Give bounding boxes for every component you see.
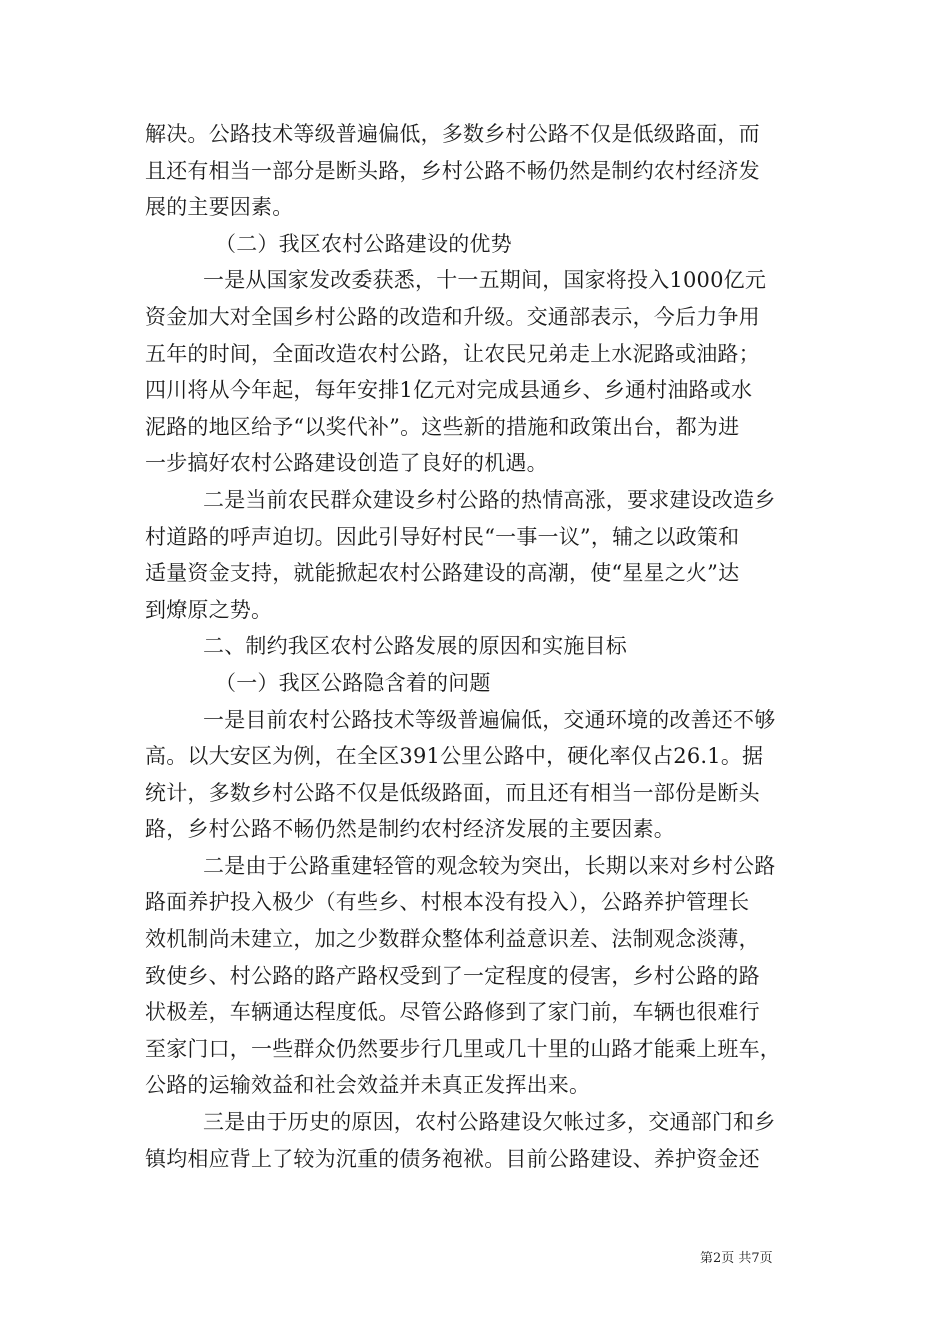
text-line: 资金加大对全国乡村公路的改造和升级。交通部表示，今后力争用 xyxy=(145,304,760,329)
text-line: 展的主要因素。 xyxy=(145,195,294,220)
text-line: 镇均相应背上了较为沉重的债务袍袱。目前公路建设、养护资金还 xyxy=(145,1146,760,1171)
page-number-footer: 第2页 共7页 xyxy=(700,1251,773,1266)
text-line: （二）我区农村公路建设的优势 xyxy=(215,231,512,256)
text-line: 公路的运输效益和社会效益并未真正发挥出来。 xyxy=(145,1073,591,1098)
text-line: 村道路的呼声迫切。因此引导好村民“一事一议”，辅之以政策和 xyxy=(145,524,740,549)
text-line: 统计，多数乡村公路不仅是低级路面，而且还有相当一部份是断头 xyxy=(145,780,760,805)
text-line: 路，乡村公路不畅仍然是制约农村经济发展的主要因素。 xyxy=(145,817,675,842)
text-line: 泥路的地区给予“以奖代补”。这些新的措施和政策出台，都为进 xyxy=(145,414,740,439)
text-line: 一步搞好农村公路建设创造了良好的机遇。 xyxy=(145,451,548,476)
text-line: 三是由于历史的原因，农村公路建设欠帐过多，交通部门和乡 xyxy=(203,1110,776,1135)
text-line: 一是目前农村公路技术等级普遍偏低，交通环境的改善还不够 xyxy=(203,707,776,732)
text-line: 高。以大安区为例，在全区391公里公路中，硬化率仅占26.1。据 xyxy=(145,744,764,769)
text-line: 适量资金支持，就能掀起农村公路建设的高潮，使“星星之火”达 xyxy=(145,561,740,586)
text-line: （一）我区公路隐含着的问题 xyxy=(215,670,491,695)
text-line: 到燎原之势。 xyxy=(145,597,273,622)
text-line: 且还有相当一部分是断头路，乡村公路不畅仍然是制约农村经济发 xyxy=(145,158,760,183)
text-line: 路面养护投入极少（有些乡、村根本没有投入），公路养护管理长 xyxy=(145,890,750,915)
text-line: 二是当前农民群众建设乡村公路的热情高涨，要求建设改造乡 xyxy=(203,487,776,512)
text-line: 至家门口，一些群众仍然要步行几里或几十里的山路才能乘上班车， xyxy=(145,1036,781,1061)
text-line: 效机制尚未建立，加之少数群众整体利益意识差、法制观念淡薄， xyxy=(145,927,760,952)
text-line: 二是由于公路重建轻管的观念较为突出，长期以来对乡村公路 xyxy=(203,853,776,878)
text-line: 致使乡、村公路的路产路权受到了一定程度的侵害，乡村公路的路 xyxy=(145,963,760,988)
text-line: 解决。公路技术等级普遍偏低，多数乡村公路不仅是低级路面，而 xyxy=(145,122,760,146)
body-text xyxy=(145,116,813,1177)
text-line: 状极差，车辆通达程度低。尽管公路修到了家门前，车辆也很难行 xyxy=(145,1000,760,1025)
text-line: 五年的时间，全面改造农村公路，让农民兄弟走上水泥路或油路； xyxy=(145,341,760,366)
text-line: 四川将从今年起，每年安排1亿元对完成县通乡、乡通村油路或水 xyxy=(145,378,753,403)
text-line: 二、制约我区农村公路发展的原因和实施目标 xyxy=(203,634,627,659)
text-line: 一是从国家发改委获悉，十一五期间，国家将投入1000亿元 xyxy=(203,268,767,293)
